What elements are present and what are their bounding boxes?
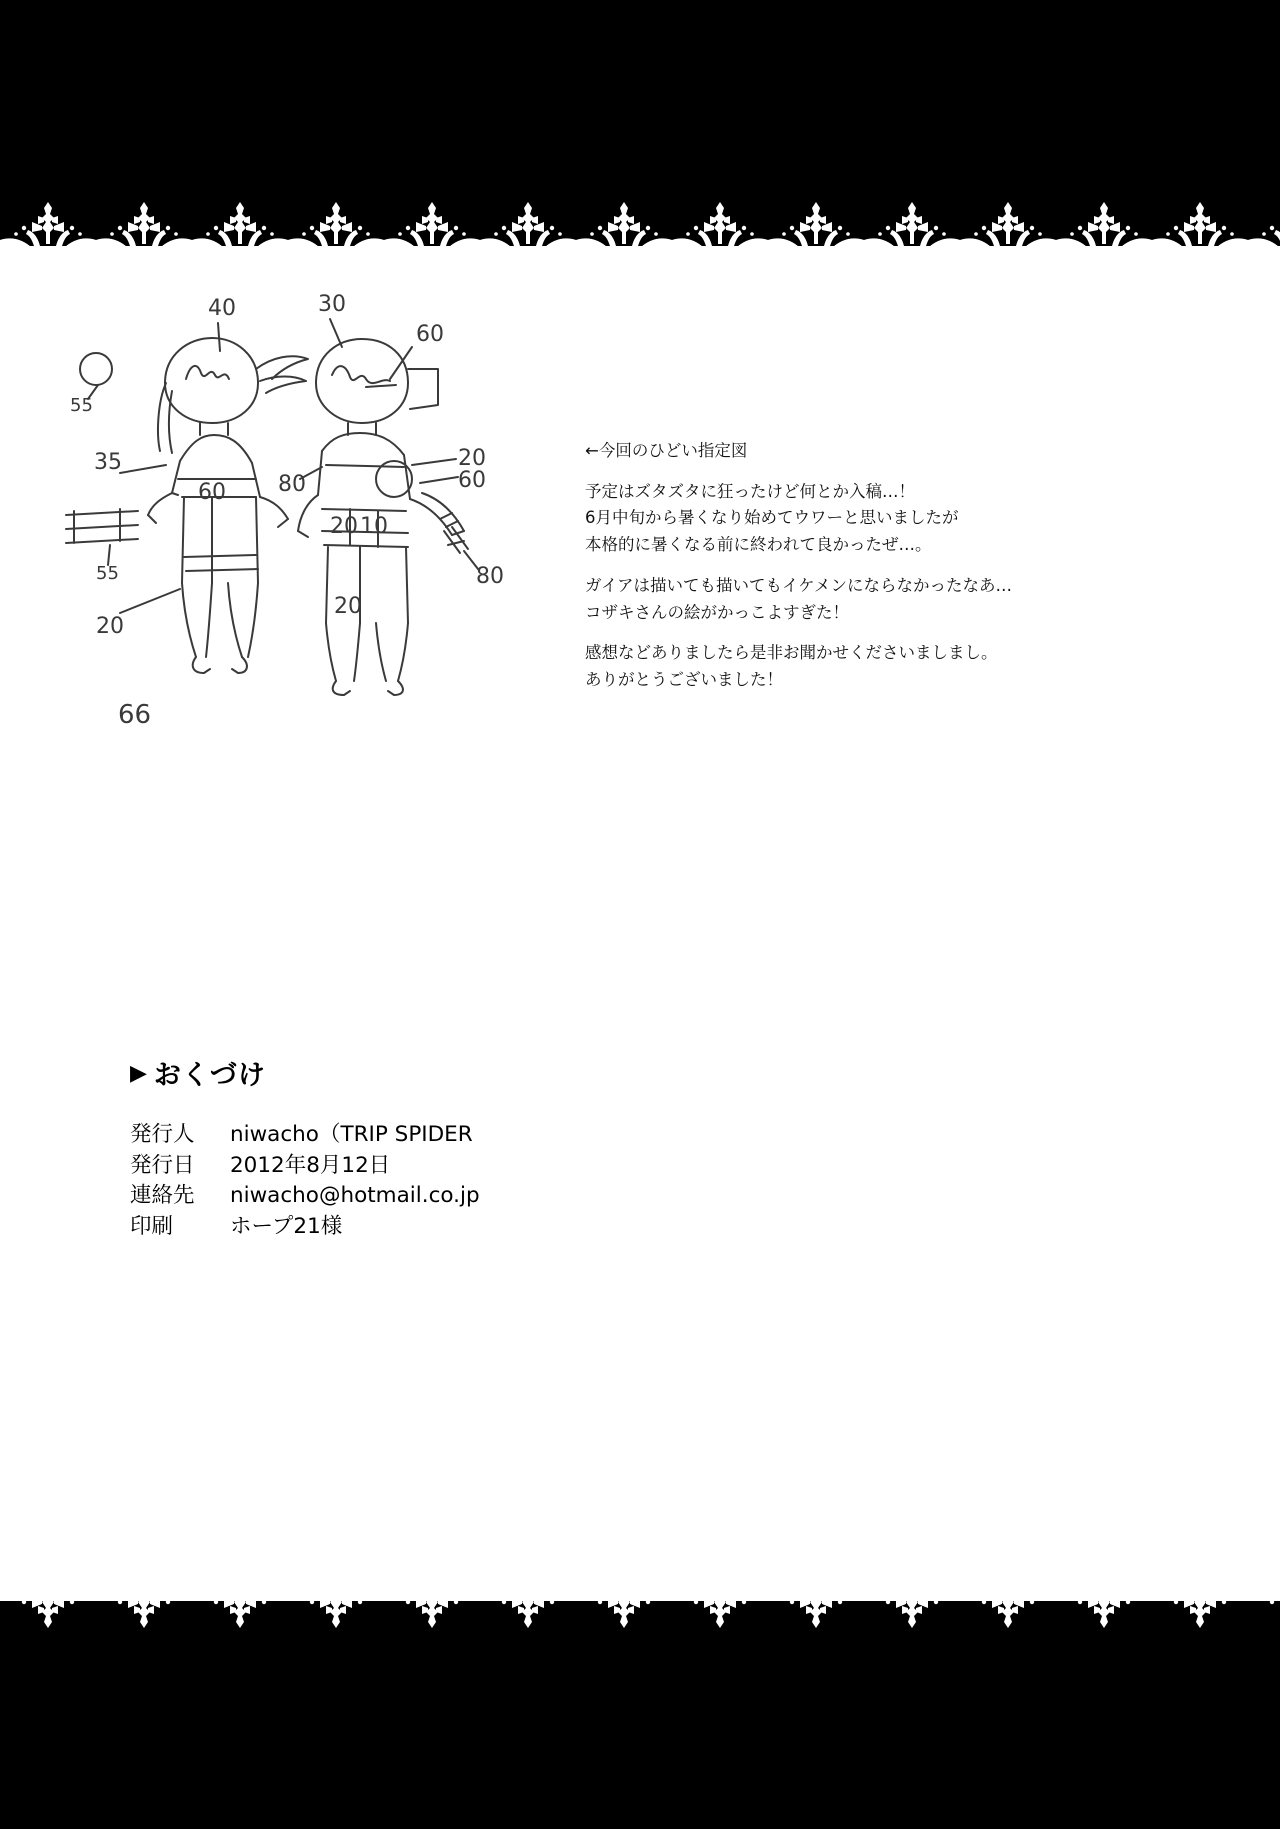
- sketch-label: 55: [70, 395, 93, 416]
- decorative-lace-border-top: [0, 200, 1280, 260]
- sketch-label: 60: [458, 468, 486, 493]
- colophon-heading-label: おくづけ: [153, 1060, 266, 1091]
- sketch-label: 80: [278, 472, 306, 497]
- sketch-label: 55: [96, 563, 119, 584]
- author-notes: [585, 438, 1105, 694]
- sketch-label: 60: [416, 322, 444, 347]
- notes-line: 6月中旬から暑くなり始めてウワーと思いましたが: [585, 508, 959, 528]
- colophon-row: [130, 1181, 830, 1212]
- page-sheet: [0, 253, 1280, 1601]
- colophon-row: [130, 1212, 830, 1243]
- colophon-value: niwacho（TRIP SPIDER: [230, 1122, 473, 1147]
- notes-line: ガイアは描いても描いてもイケメンにならなかったなあ…: [585, 575, 1013, 595]
- colophon-label: 発行日: [130, 1152, 195, 1178]
- sketch-label: 20: [330, 514, 358, 539]
- sketch-label: 80: [476, 564, 504, 589]
- decorative-lace-border-bottom: [0, 1570, 1280, 1630]
- colophon-value: ホープ21様: [230, 1213, 343, 1239]
- triangle-marker-icon: ▶: [130, 1060, 148, 1086]
- sketch-label: 20: [458, 446, 486, 471]
- colophon-value: niwacho@hotmail.co.jp: [230, 1183, 480, 1209]
- colophon-label: 発行人: [130, 1122, 195, 1147]
- notes-line: 感想などありましたら是非お聞かせくださいましまし。: [585, 643, 998, 663]
- notes-line: 予定はズタズタに狂ったけど何とか入稿…！: [585, 481, 915, 501]
- sketch-label: 20: [96, 614, 124, 639]
- notes-line: コザキさんの絵がかっこよすぎた！: [585, 602, 849, 622]
- sketch-illustration: [60, 283, 580, 773]
- colophon-section: [130, 1053, 830, 1242]
- notes-heading: ←今回のひどい指定図: [585, 441, 748, 460]
- sketch-label: 20: [334, 594, 362, 619]
- sketch-label: 10: [360, 514, 388, 539]
- notes-line: 本格的に暑くなる前に終われて良かったぜ…。: [585, 535, 932, 555]
- colophon-row: [130, 1151, 830, 1182]
- notes-line: ありがとうございました！: [585, 670, 783, 690]
- sketch-label: 35: [94, 450, 122, 475]
- sketch-label: 30: [318, 292, 346, 317]
- colophon-table: [130, 1120, 830, 1242]
- colophon-label: 連絡先: [130, 1183, 195, 1209]
- sketch-label: 66: [118, 700, 152, 730]
- colophon-label: 印刷: [130, 1213, 174, 1239]
- sketch-label: 40: [208, 296, 236, 321]
- colophon-value: 2012年8月12日: [230, 1152, 391, 1178]
- colophon-row: [130, 1120, 830, 1151]
- sketch-label: 60: [198, 480, 226, 505]
- colophon-heading: [130, 1053, 830, 1092]
